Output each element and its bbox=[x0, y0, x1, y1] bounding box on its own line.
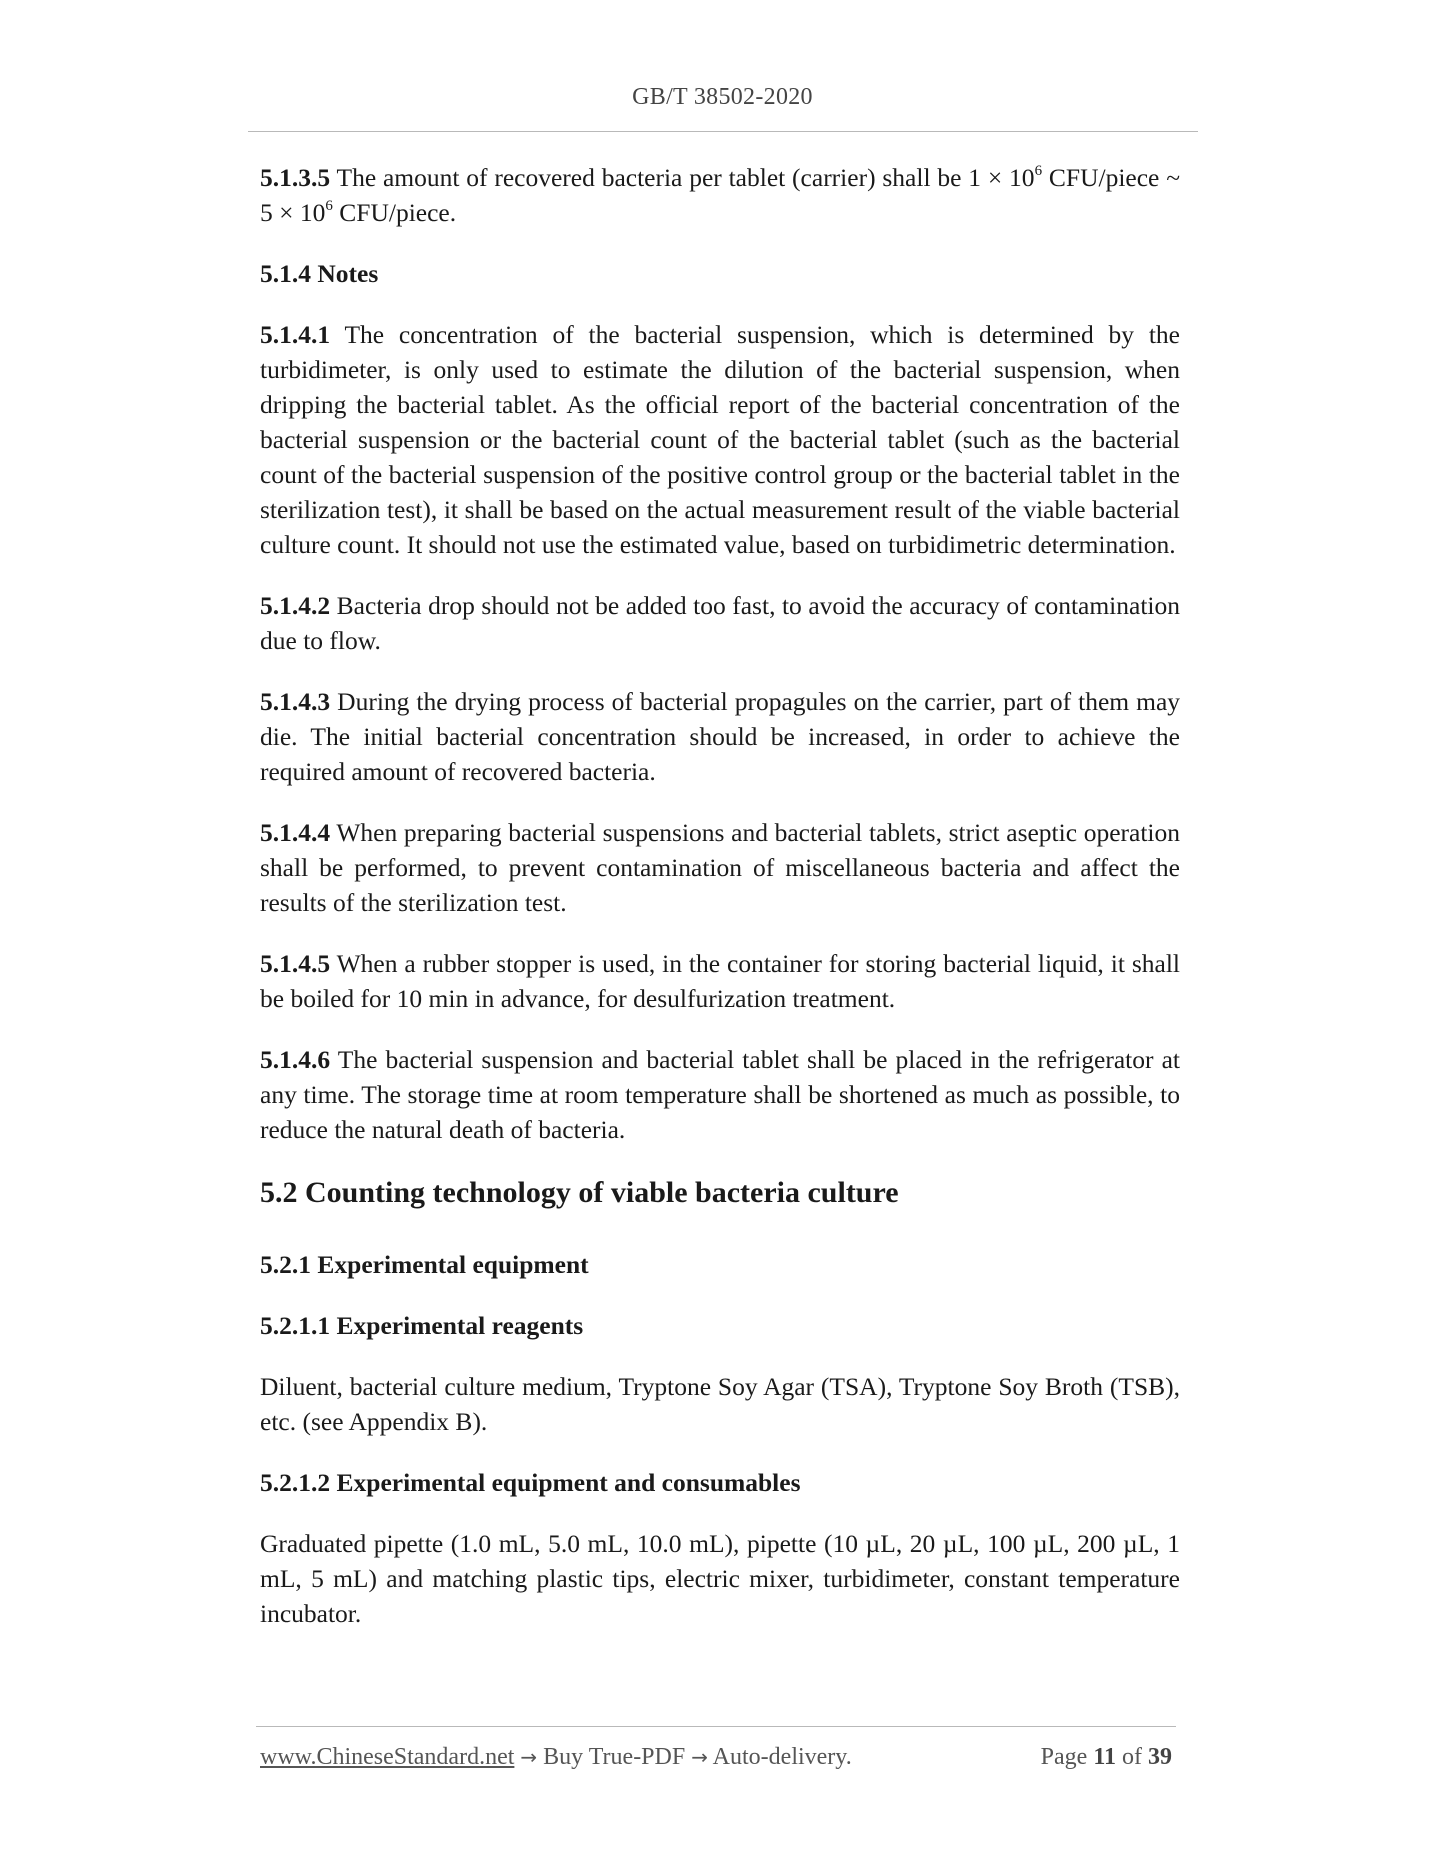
exponent: 6 bbox=[325, 197, 333, 214]
reagents-text: Diluent, bacterial culture medium, Tryptone Soy Agar (TSA), Tryptone Soy Broth (TSB), etc. (see Appendix B). bbox=[260, 1372, 1180, 1436]
clause-5-1-4-3 bbox=[260, 684, 1180, 789]
clause-5-1-4-4 bbox=[260, 815, 1180, 920]
footer-links bbox=[260, 1744, 852, 1771]
heading-5-2: 5.2 Counting technology of viable bacteria culture bbox=[260, 1176, 899, 1209]
clause-number: 5.1.4.4 bbox=[260, 818, 331, 847]
equipment-text: Graduated pipette (1.0 mL, 5.0 mL, 10.0 mL), pipette (10 µL, 20 µL, 100 µL, 200 µL, 1 mL, 5 mL) and matching plastic tips, electric mixer, turbidimeter, constant temperature incubator. bbox=[260, 1529, 1180, 1628]
clause-text: During the drying process of bacterial propagules on the carrier, part of them may die. The initial bacterial concentration should be increased, in order to achieve the required amount of recovered bacteria. bbox=[260, 687, 1181, 786]
delivery-text: Auto-delivery. bbox=[712, 1744, 852, 1770]
clause-5-1-4-2 bbox=[260, 588, 1180, 658]
page-header: GB/T 38502-2020 bbox=[632, 84, 813, 110]
clause-text: When a rubber stopper is used, in the container for storing bacterial liquid, it shall be boiled for 10 min in advance, for desulfurization treatment. bbox=[260, 949, 1180, 1013]
footer-divider bbox=[256, 1726, 1176, 1727]
clause-text: CFU/piece. bbox=[332, 198, 457, 227]
right-arrow-icon: → bbox=[691, 1745, 708, 1769]
clause-text: The amount of recovered bacteria per tablet (carrier) shall be 1 × 10 bbox=[336, 163, 1035, 192]
right-arrow-icon: → bbox=[520, 1745, 538, 1769]
clause-5-1-4-5 bbox=[260, 946, 1180, 1016]
clause-number: 5.1.4.2 bbox=[260, 591, 331, 620]
clause-text: Bacteria drop should not be added too fast, to avoid the accuracy of contamination due to flow. bbox=[260, 591, 1181, 655]
heading-5-2-1-1: 5.2.1.1 Experimental reagents bbox=[260, 1311, 584, 1340]
clause-number: 5.1.4.1 bbox=[260, 320, 331, 349]
page-total: 39 bbox=[1148, 1744, 1172, 1770]
heading-5-2-1: 5.2.1 Experimental equipment bbox=[260, 1250, 589, 1279]
clause-text: CFU/piece ~ 5 × 10 bbox=[260, 163, 1180, 227]
heading-5-1-4: 5.1.4 Notes bbox=[260, 259, 379, 288]
header-divider bbox=[248, 131, 1198, 132]
clause-text: The bacterial suspension and bacterial tablet shall be placed in the refrigerator at any time. The storage time at room temperature shall be shortened as much as possible, to reduce the natural death of bacteria. bbox=[260, 1045, 1180, 1144]
clause-number: 5.1.3.5 bbox=[260, 163, 331, 192]
page-current: 11 bbox=[1093, 1744, 1116, 1770]
clause-text: The concentration of the bacterial suspension, which is determined by the turbidimeter, is only used to estimate the dilution of the bacterial suspension, when dripping the bacterial tablet. As the official report of the bacterial concentration of the bacterial suspension or the bacterial count of the bacterial tablet (such as the bacterial count of the bacterial suspension of the positive control group or the bacterial tablet in the sterilization test), it shall be based on the actual measurement result of the viable bacterial culture count. It should not use the estimated value, based on turbidimetric determination. bbox=[260, 320, 1180, 559]
site-link[interactable]: www.ChineseStandard.net bbox=[260, 1744, 515, 1770]
clause-number: 5.1.4.5 bbox=[260, 949, 331, 978]
heading-5-2-1-2: 5.2.1.2 Experimental equipment and consumables bbox=[260, 1468, 801, 1497]
page-label: Page bbox=[1040, 1744, 1088, 1770]
clause-5-1-4-1 bbox=[260, 317, 1180, 562]
page-indicator bbox=[1041, 1744, 1172, 1771]
clause-number: 5.1.4.6 bbox=[260, 1045, 331, 1074]
clause-number: 5.1.4.3 bbox=[260, 687, 331, 716]
exponent: 6 bbox=[1034, 162, 1043, 179]
clause-text: When preparing bacterial suspensions and bacterial tablets, strict aseptic operation shall be performed, to prevent contamination of miscellaneous bacteria and affect the results of the sterilization test. bbox=[260, 818, 1180, 917]
of-label: of bbox=[1122, 1744, 1142, 1770]
document-body bbox=[260, 160, 1180, 1657]
buy-link[interactable]: Buy True-PDF bbox=[543, 1744, 686, 1770]
clause-5-1-4-6 bbox=[260, 1042, 1180, 1147]
clause-5-1-3-5 bbox=[260, 160, 1180, 230]
